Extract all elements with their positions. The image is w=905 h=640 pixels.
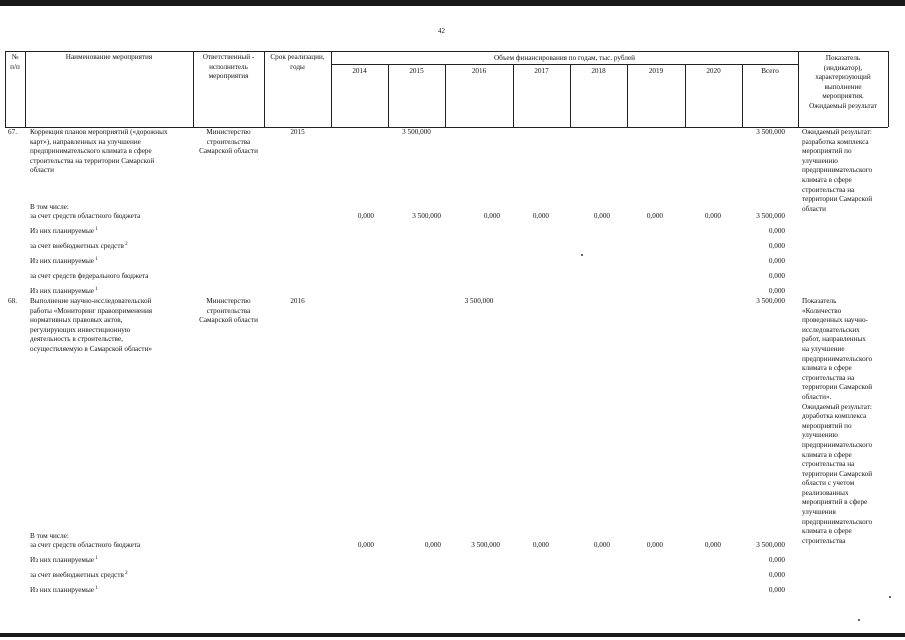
subtotal-total: 0,000 xyxy=(768,226,785,235)
footnote-marker: 1 xyxy=(93,555,98,561)
row-number: 67. xyxy=(8,128,17,136)
header-year: Всего xyxy=(761,67,779,75)
subtotal-total: 0,000 xyxy=(768,570,785,579)
footnote-marker: 1 xyxy=(93,226,98,232)
subtotal-total: 3 500,000 xyxy=(756,212,785,220)
subtotal-label: за счет средств областного бюджета xyxy=(30,212,141,220)
subtotal-total: 0,000 xyxy=(768,555,785,564)
scan-speck xyxy=(581,254,583,256)
row-name: Выполнение научно-исследовательской работы «Мониторинг правоприменения нормативных правовых актов, регулирующих инвестиционную деятельность в строительстве, осуществляемую в Самарской области» xyxy=(30,297,153,353)
scan-bottom-border xyxy=(0,633,905,637)
subtotal-value: 0,000 xyxy=(646,212,663,220)
header-year: 2018 xyxy=(591,67,606,75)
row-result: Ожидаемый результат: разработка комплекса мероприятий по улучшению предпринимательского климата в сфере строительства на территории Самарской области xyxy=(802,128,873,213)
subtotal-value: 0,000 xyxy=(593,212,610,220)
subtotal-label: за счет внебюджетных средств $^2$ xyxy=(30,570,128,579)
years-header-rule xyxy=(331,64,798,65)
header-indicator: Показатель (индикатор), характеризующий выполнение мероприятия. Ожидаемый результат xyxy=(809,54,877,110)
header-year: 2017 xyxy=(534,67,549,75)
subtotal-label: Из них планируемые $^1$ xyxy=(30,226,98,235)
subtotal-value: 0,000 xyxy=(704,212,721,220)
row-total: 3 500,000 xyxy=(756,297,785,305)
subtotal-label: за счет внебюджетных средств $^2$ xyxy=(30,241,128,250)
scan-speck xyxy=(889,596,891,598)
subtotal-value: 0,000 xyxy=(646,541,663,549)
subtotal-value: 0,000 xyxy=(532,541,549,549)
header-year: 2019 xyxy=(648,67,664,75)
row-result: Показатель «Количество проведенных научно- исследовательских работ, направленных на улучшение предпринимательского климата в сфере строительства на территории Самарской области». Ожидаемый результат: доработка комплекса мероприятий по улучшению предпринимательского климата в сфере строительства на территории Самарской области с учетом реализованных мероприятий в сфере улучшения предпринимательского климата в сфере строительства xyxy=(802,297,873,545)
row-value-2015: 3 500,000 xyxy=(402,128,431,136)
subtotal-total: 0,000 xyxy=(768,585,785,594)
header-num: № п/п xyxy=(10,53,20,71)
subtotal-label: за счет средств федерального бюджета xyxy=(30,271,149,280)
row-responsible: Министерство строительства Самарской области xyxy=(199,128,258,156)
subtotal-value: 3 500,000 xyxy=(412,212,441,220)
row-number: 68. xyxy=(8,297,17,305)
subtotal-value: 0,000 xyxy=(424,541,441,549)
column-rule xyxy=(888,51,889,127)
subtotal-value: 0,000 xyxy=(532,212,549,220)
subtotal-value: 0,000 xyxy=(483,212,500,220)
header-year: 2020 xyxy=(706,67,721,75)
subtotal-label: Из них планируемые $^1$ xyxy=(30,585,98,594)
header-funding: Объем финансирования по годам, тыс. рублей xyxy=(493,54,636,62)
subtotal-label: Из них планируемые $^1$ xyxy=(30,256,98,265)
subtotal-total: 0,000 xyxy=(768,256,785,265)
subtotal-value: 0,000 xyxy=(357,212,374,220)
subtotal-total: 0,000 xyxy=(768,286,785,295)
subtotal-value: 0,000 xyxy=(704,541,721,549)
page-number: 42 xyxy=(438,27,445,35)
row-period: 2016 xyxy=(290,297,305,305)
scan-speck xyxy=(858,619,860,621)
subtotal-total: 0,000 xyxy=(768,271,785,280)
header-period: Срок реализации, годы xyxy=(270,53,325,71)
row-total: 3 500,000 xyxy=(756,128,785,136)
row-value-2016: 3 500,000 xyxy=(464,297,494,305)
subtotal-value: 3 500,000 xyxy=(471,541,500,549)
row-period: 2015 xyxy=(290,128,305,136)
header-year: 2014 xyxy=(352,67,367,75)
footnote-marker: 1 xyxy=(93,256,98,262)
subtotal-label: за счет средств областного бюджета xyxy=(30,541,141,549)
row-responsible: Министерство строительства Самарской области xyxy=(199,297,258,325)
header-year: 2016 xyxy=(471,67,487,75)
subtotal-total: 0,000 xyxy=(768,241,785,250)
subtotal-value: 0,000 xyxy=(593,541,610,549)
scan-top-border xyxy=(0,0,905,6)
footnote-marker: 2 xyxy=(123,241,128,247)
footnote-marker: 2 xyxy=(123,570,128,576)
row-name: Коррекция планов мероприятий («дорожных карт»), направленных на улучшение предпринимательского климата в сфере строительства на территории Самарской области xyxy=(30,128,168,175)
header-responsible: Ответственный - исполнитель мероприятия xyxy=(202,53,255,81)
footnote-marker: 1 xyxy=(93,585,98,591)
header-year: 2015 xyxy=(409,67,424,75)
subtotal-label: Из них планируемые $^1$ xyxy=(30,555,98,564)
header-name: Наименование мероприятия xyxy=(65,53,153,61)
subtotal-title: В том числе: xyxy=(30,532,69,540)
subtotal-label: Из них планируемые $^1$ xyxy=(30,286,98,295)
subtotal-total: 3 500,000 xyxy=(756,541,785,549)
subtotal-title: В том числе: xyxy=(30,203,69,211)
table-top-rule xyxy=(5,51,888,52)
subtotal-value: 0,000 xyxy=(357,541,374,549)
footnote-marker: 1 xyxy=(93,286,98,292)
